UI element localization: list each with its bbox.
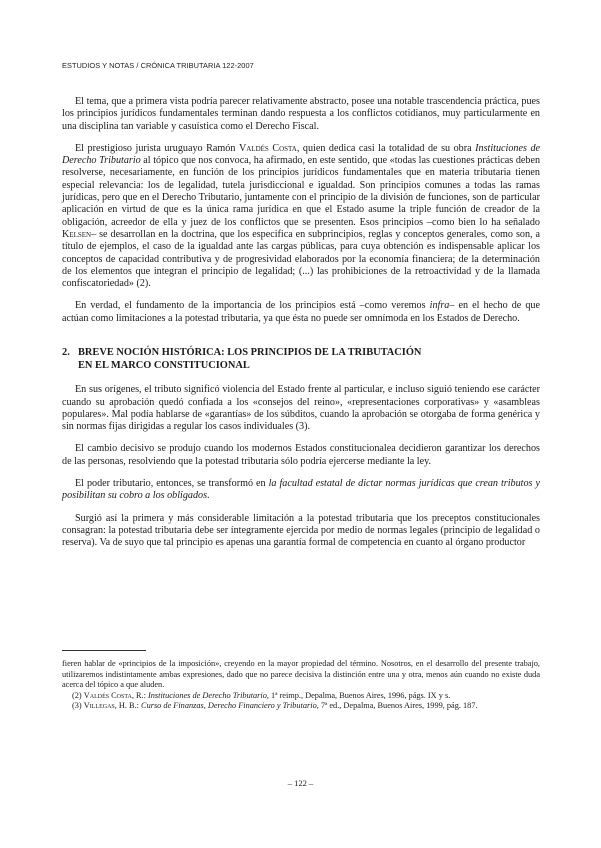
- text-span: , 1ª reimp., Depalma, Buenos Aires, 1996, págs. IX y s.: [266, 690, 451, 700]
- text-span: , H. B.:: [114, 701, 142, 711]
- intro-paragraph-2: [62, 143, 540, 291]
- section-paragraph-4: Surgió así la primera y más considerable limitación a la potestad tributaria que los preceptos constitucionales consagran: la potestad tributaria debe ser íntegramente ejercida por medio de normas legales (principio de legalidad o reserva). Va de suyo que tal principio es apenas una garantía formal de competencia en cuanto al órgano productor: [62, 512, 540, 549]
- page-number: – 122 –: [287, 778, 314, 788]
- section-paragraph-2: El cambio decisivo se produjo cuando los modernos Estados constitucionalea decidieron garantizar los derechos de las personas, resolviendo que la potestad tributaria sólo podría ejercerse mediante la ley.: [62, 443, 540, 467]
- latin-term: infra: [429, 300, 450, 312]
- text-span: , 7ª ed., Depalma, Buenos Aires, 1999, pág. 187.: [316, 701, 478, 711]
- author-name: Valdés Costa: [83, 690, 132, 700]
- text-span: En verdad, el fundamento de la importancia de los principios está –como veremos: [75, 300, 430, 312]
- book-title: Instituciones de Derecho Tributario: [62, 142, 540, 167]
- section-title-line-1: BREVE NOCIÓN HISTÓRICA: LOS PRINCIPIOS DE LA TRIBUTACIÓN: [78, 347, 422, 359]
- text-span: El poder tributario, entonces, se transformó en: [75, 478, 269, 490]
- text-span: – en el hecho de que actúan como limitaciones a la potestad tributaria, ya que ésta no puede ser omnímoda en los Estados de Derecho.: [62, 300, 540, 324]
- emphasized-definition: la facultad estatal de dictar normas jurídicas que crean tributos y posibilitan su cobro a los obligados: [62, 478, 540, 502]
- text-span: al tópico que nos convoca, ha afirmado, en este sentido, que «todas las cuestiones prácticas deben resolverse, necesariamente, en función de los principios jurídicos fundamentales que en materia tributaria tienen especial relevancia: los de legalidad, tutela jurisdiccional e igualdad. Son principios comunes a todas las ramas jurídicas, pero que en el Derecho Tributario, juntamente con el principio de la división de funciones, son de particular aplicación en virtud de que es la única rama jurídica en que el Estado asume la triple función de creador de la obligación, acreedor de ella y juez de los conflictos que se presenten. Esos principios –como bien lo ha señalado: [62, 155, 541, 228]
- footnote-continuation: fieren hablar de «principios de la imposición», creyendo en la mayor propiedad del término. Nosotros, en el desarrollo del presente trabajo, utilizaremos indistintamente ambas expresiones, dado que no parece decisiva la distinción entre una y otra, menos aún cuando no existe duda acerca del tópico a que aluden.: [62, 659, 540, 690]
- footnote-rule: [62, 650, 146, 651]
- section-paragraph-1: En sus orígenes, el tributo significó violencia del Estado frente al particular, e incluso siguió teniendo ese carácter cuando su aprobación quedó confiada a los «consejos del reino», «representaciones corporativas» y «asambleas populares». Mal podía hablarse de «garantías» de los súbditos, cuando la aprobación se otorgaba de forma genérica y sin normas fijas dirigidas a regular los casos individuales (3).: [62, 384, 540, 433]
- section-heading: [62, 347, 540, 372]
- footnote-2: [62, 691, 540, 702]
- author-name: Villegas: [83, 701, 115, 711]
- section-paragraph-3: [62, 478, 540, 503]
- text-span: , quien dedica casi la totalidad de su obra: [296, 142, 476, 154]
- footnote-mark: (3): [72, 701, 84, 711]
- book-title: Instituciones de Derecho Tributario: [148, 690, 267, 700]
- footnotes: [62, 650, 540, 712]
- section-title-line-2: EN EL MARCO CONSTITUCIONAL: [78, 359, 250, 371]
- text-span: – se desarrollan en la doctrina, que los especifica en subprincipios, reglas y conceptos generales, como son, a título de ejemplos, el caso de la igualdad ante las cargas públicas, para cuya obtención es indispensable aplicar los conceptos de capacidad contributiva y de progresividad elaborados por la economía financiera; de la determinación de los elementos que integran el principio de legalidad; (...) las prohibiciones de la retroactividad y de la llamada confiscatoriedad» (2).: [62, 228, 540, 290]
- intro-paragraph-3: [62, 300, 540, 325]
- footnote-3: [62, 701, 540, 712]
- author-name: Valdés Costa: [238, 142, 297, 154]
- text-span: El prestigioso jurista uruguayo Ramón: [75, 142, 239, 154]
- text-span: , R.:: [131, 690, 149, 700]
- main-text: [62, 96, 540, 560]
- section-number: 2.: [62, 347, 70, 359]
- footnote-mark: (2): [72, 690, 84, 700]
- running-header: ESTUDIOS Y NOTAS / CRÓNICA TRIBUTARIA 122-2007: [62, 61, 254, 70]
- intro-paragraph-1: El tema, que a primera vista podría parecer relativamente abstracto, posee una notable trascendencia práctica, pues los principios jurídicos fundamentales terminan dando respuesta a los conflictos cotidianos, muy particularmente en una disciplina tan variable y casuística como el Derecho Fiscal.: [62, 96, 540, 132]
- text-span: .: [207, 490, 210, 502]
- book-title: Curso de Finanzas, Derecho Financiero y Tributario: [141, 701, 317, 711]
- author-name: Kelsen: [62, 228, 92, 240]
